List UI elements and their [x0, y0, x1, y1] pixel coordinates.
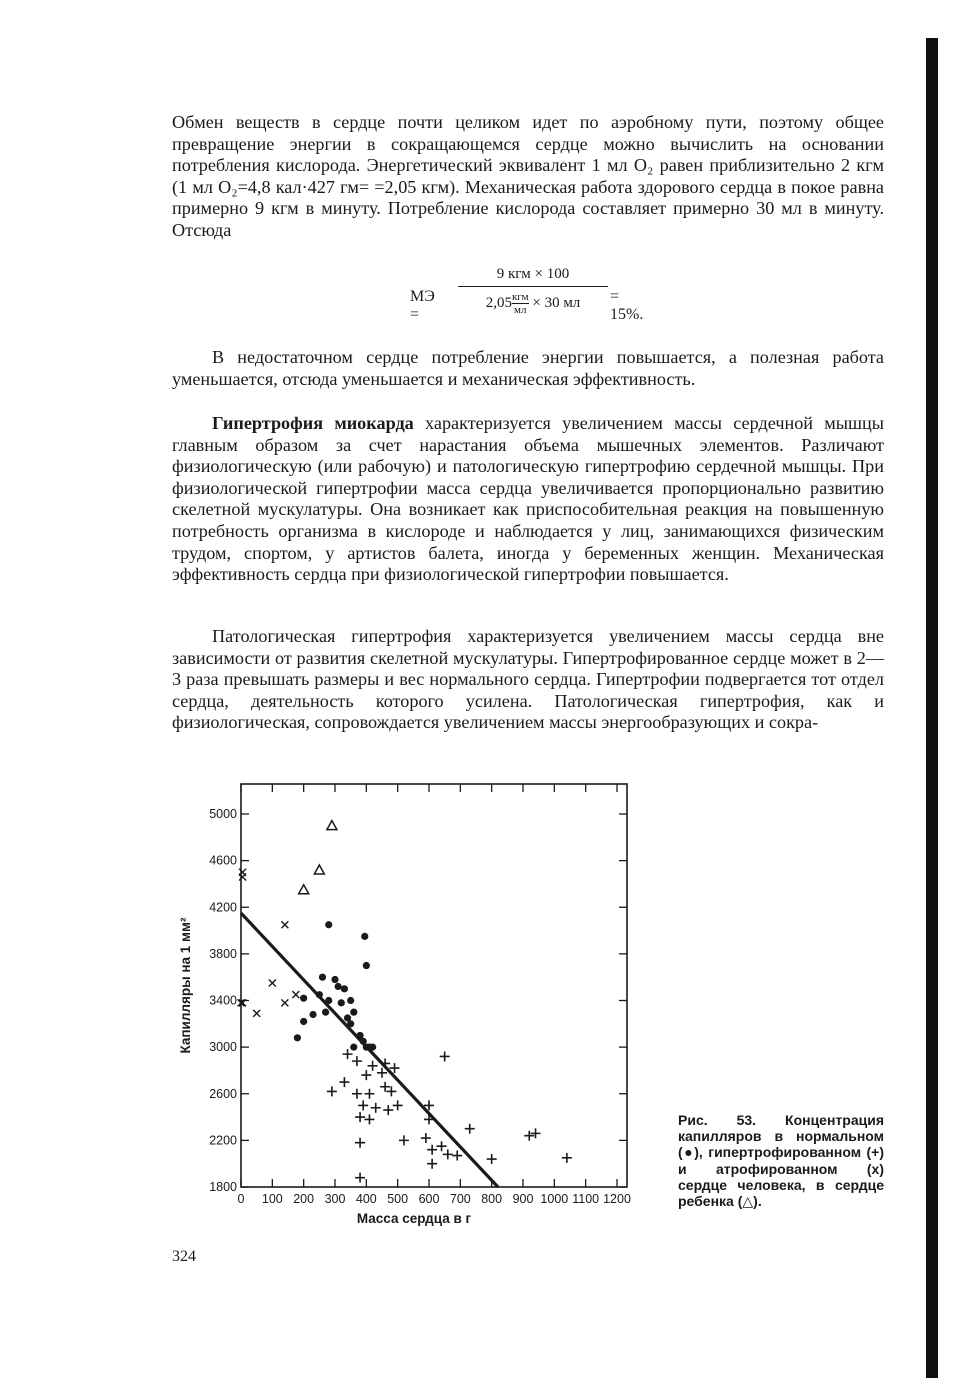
normal-heart-point [363, 962, 370, 969]
hypertrophied-heart-point [427, 1145, 437, 1155]
plot-frame [241, 784, 627, 1187]
y-tick-label: 3000 [209, 1040, 237, 1055]
formula-unit-fraction [512, 291, 529, 316]
hypertrophied-heart-point [339, 1077, 349, 1087]
hypertrophied-heart-point [393, 1100, 403, 1110]
normal-heart-point [347, 997, 354, 1004]
formula-fraction [458, 266, 608, 316]
hypertrophied-heart-point [355, 1138, 365, 1148]
capillary-scatter-chart [170, 772, 670, 1232]
hypertrophied-heart-point [562, 1153, 572, 1163]
y-axis-label: Капилляры на 1 мм² [178, 917, 193, 1054]
y-tick-label: 4600 [209, 853, 237, 868]
x-tick-label: 1200 [603, 1192, 631, 1206]
formula-lhs: МЭ = [410, 288, 435, 323]
hypertrophied-heart-point [368, 1061, 378, 1071]
child-heart-point [327, 821, 337, 830]
atrophied-heart-point [269, 980, 276, 987]
hypertrophied-heart-point [531, 1128, 541, 1138]
normal-heart-point [319, 974, 326, 981]
hypertrophied-heart-point [524, 1131, 534, 1141]
page-edge-shadow [926, 38, 938, 1378]
normal-heart-point [350, 1009, 357, 1016]
formula-unit-bottom: мл [514, 304, 527, 316]
x-tick-label: 1100 [572, 1192, 600, 1206]
figure-caption: Рис. 53. Концентрация капилляров в нормальном (●), гипертрофированном (+) и атрофированном (x) сердце человека, в сердце ребенка (△). [678, 1112, 884, 1210]
hypertrophied-heart-point [364, 1089, 374, 1099]
hypertrophied-heart-point [352, 1089, 362, 1099]
x-tick-label: 500 [387, 1192, 409, 1206]
x-tick-label: 200 [293, 1192, 315, 1206]
x-axis-label: Масса сердца в г [356, 1211, 472, 1226]
hypertrophied-heart-point [386, 1086, 396, 1096]
y-tick-label: 3800 [209, 946, 237, 961]
term-hypertrophy: Гипертрофия миокарда [212, 413, 414, 433]
normal-heart-point [300, 995, 307, 1002]
hypertrophied-heart-point [383, 1105, 393, 1115]
hypertrophied-heart-point [380, 1082, 390, 1092]
child-heart-point [314, 865, 324, 874]
hypertrophied-heart-point [355, 1112, 365, 1122]
hypertrophied-heart-point [355, 1173, 365, 1183]
normal-heart-point [325, 997, 332, 1004]
x-tick-label: 900 [512, 1192, 534, 1206]
page-number: 324 [172, 1248, 196, 1265]
paragraph-hypertrophy [172, 413, 884, 586]
hypertrophied-heart-point [352, 1056, 362, 1066]
hypertrophied-heart-point [452, 1151, 462, 1161]
hypertrophied-heart-point [443, 1149, 453, 1159]
normal-heart-point [338, 999, 345, 1006]
paragraph-metabolism: Обмен веществ в сердце почти целиком идет по аэробному пути, поэтому общее превращение энергии в сокращающемся сердце можно вычислить на основании потребления кислорода. Энергетический эквивалент 1 мл O₂ равен приблизительно 2 кгм (1 мл O₂=4,8 кал·427 гм= =2,05 кгм). Механическая работа здорового сердца в покое равна примерно 9 кгм в минуту. Потребление кислорода составляет примерно 30 мл в минуту. Отсюда [172, 112, 884, 240]
formula-denominator-coef: 2,05 [485, 294, 512, 311]
hypertrophied-heart-point [361, 1070, 371, 1080]
normal-heart-point [325, 921, 332, 928]
y-tick-label: 1800 [209, 1180, 237, 1194]
hypertrophied-heart-point [327, 1086, 337, 1096]
normal-heart-point [331, 976, 338, 983]
normal-heart-point [341, 985, 348, 992]
normal-heart-point [294, 1034, 301, 1041]
child-heart-point [299, 885, 309, 894]
atrophied-heart-point [239, 873, 246, 880]
paragraph-insufficient-heart: В недостаточном сердце потребление энергии повышается, а полезная работа уменьшается, отсюда уменьшается и механическая эффективность. [172, 347, 884, 389]
normal-heart-point [316, 991, 323, 998]
hypertrophied-heart-point [440, 1051, 450, 1061]
normal-heart-point [335, 983, 342, 990]
paragraph-pathological-hypertrophy: Патологическая гипертрофия характеризуется увеличением массы сердца вне зависимости от развития скелетной мускулатуры. Гипертрофированное сердце может в 2—3 раза превышать размеры и вес нормального сердца. Гипертрофии подвергается тот отдел сердца, деятельность которого усилена. Патологическая гипертрофия, как и физиологическая, сопровождается увеличением массы энергообразующих и сокра- [172, 626, 884, 733]
formula-unit-top: кгм [511, 291, 529, 303]
y-tick-label: 3400 [209, 993, 237, 1008]
atrophied-heart-point [281, 921, 288, 928]
x-tick-label: 800 [481, 1192, 503, 1206]
paragraph-hypertrophy-text: характеризуется увеличением массы сердечной мышцы главным образом за счет нарастания объема мышечных элементов. Различают физиологическую (или рабочую) и патологическую гипертрофию сердечной мышцы. При физиологической гипертрофии масса сердца увеличивается пропорционально развитию скелетной мускулатуры. Она возникает как приспособительная реакция на повышенную потребность организма в кислороде и наблюдается у лиц, занимающихся физическим трудом, спортом, у артистов балета, иногда у беременных женщин. Механическая эффективность сердца при физиологической гипертрофии повышается. [172, 413, 884, 585]
hypertrophied-heart-point [421, 1133, 431, 1143]
x-tick-label: 300 [324, 1192, 346, 1206]
hypertrophied-heart-point [380, 1058, 390, 1068]
formula-numerator: 9 кгм × 100 [458, 266, 608, 287]
hypertrophied-heart-point [358, 1100, 368, 1110]
normal-heart-point [361, 933, 368, 940]
hypertrophied-heart-point [437, 1141, 447, 1151]
hypertrophied-heart-point [364, 1114, 374, 1124]
formula-denominator [458, 287, 608, 316]
x-tick-label: 1000 [540, 1192, 569, 1206]
y-tick-label: 5000 [209, 807, 237, 821]
y-tick-label: 2200 [209, 1133, 237, 1148]
normal-heart-point [347, 1020, 354, 1027]
formula-denominator-rest: × 30 мл [532, 294, 581, 311]
normal-heart-point [300, 1018, 307, 1025]
y-tick-label: 2600 [209, 1086, 237, 1101]
atrophied-heart-point [281, 999, 288, 1006]
y-tick-label: 4200 [209, 900, 237, 915]
normal-heart-point [322, 1009, 329, 1016]
x-tick-label: 600 [418, 1192, 440, 1206]
formula-rhs: = 15%. [610, 288, 644, 323]
hypertrophied-heart-point [399, 1135, 409, 1145]
atrophied-heart-point [292, 991, 299, 998]
x-tick-label: 700 [449, 1192, 471, 1206]
normal-heart-point [350, 1044, 357, 1051]
hypertrophied-heart-point [371, 1103, 381, 1113]
x-tick-label: 100 [261, 1192, 283, 1206]
hypertrophied-heart-point [465, 1124, 475, 1134]
x-tick-label: 0 [237, 1192, 245, 1206]
normal-heart-point [369, 1044, 376, 1051]
hypertrophied-heart-point [427, 1159, 437, 1169]
hypertrophied-heart-point [343, 1049, 353, 1059]
x-tick-label: 400 [355, 1192, 377, 1206]
hypertrophied-heart-point [487, 1154, 497, 1164]
normal-heart-point [309, 1011, 316, 1018]
atrophied-heart-point [253, 1010, 260, 1017]
